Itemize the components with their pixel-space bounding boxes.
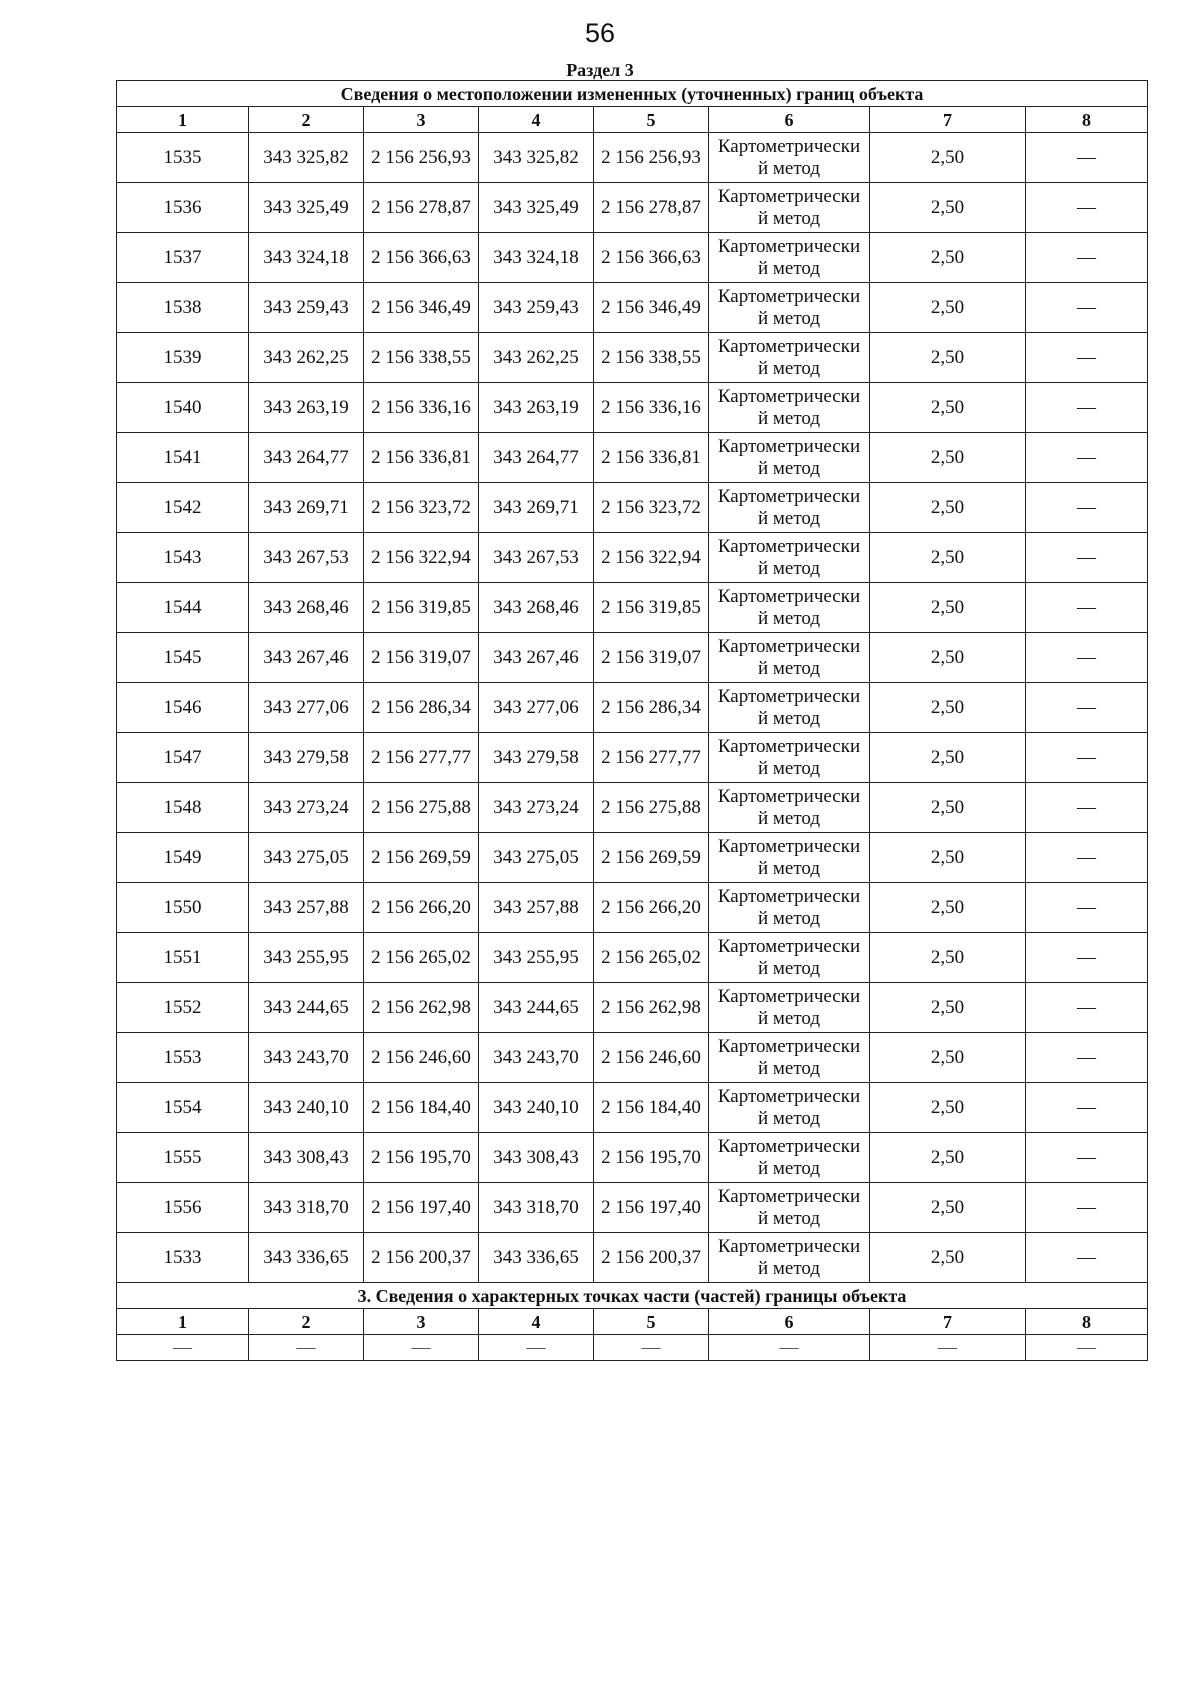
table-row (117, 183, 1148, 233)
boundary-points-table (116, 80, 1148, 1361)
method-line-1: Картометрически (717, 885, 861, 907)
table-row (117, 383, 1148, 433)
method-line-2: й метод (757, 507, 821, 529)
coord-x-refined: 343 308,43 (479, 1133, 594, 1183)
method-cell (709, 733, 870, 783)
method-cell (709, 633, 870, 683)
accuracy-value: 2,50 (870, 233, 1026, 283)
method-cell (709, 983, 870, 1033)
coord-y-refined: 2 156 277,77 (594, 733, 709, 783)
method-cell (709, 933, 870, 983)
column-number: 6 (709, 107, 870, 133)
coord-y-existing: 2 156 366,63 (364, 233, 479, 283)
coord-x-existing: 343 244,65 (249, 983, 364, 1033)
description-dash: — (1026, 1083, 1148, 1133)
method-line-2: й метод (757, 707, 821, 729)
method-cell (709, 1233, 870, 1283)
table-row (117, 1183, 1148, 1233)
coord-x-refined: 343 325,82 (479, 133, 594, 183)
method-cell (709, 1083, 870, 1133)
coord-x-refined: 343 318,70 (479, 1183, 594, 1233)
method-line-2: й метод (757, 307, 821, 329)
method-line-1: Картометрически (717, 1135, 861, 1157)
method-line-1: Картометрически (717, 135, 861, 157)
accuracy-value: 2,50 (870, 1033, 1026, 1083)
column-number: 1 (117, 1309, 249, 1335)
description-dash: — (1026, 133, 1148, 183)
table-row (117, 1133, 1148, 1183)
point-number: 1543 (117, 533, 249, 583)
coord-y-refined: 2 156 256,93 (594, 133, 709, 183)
method-line-2: й метод (757, 157, 821, 179)
method-line-1: Картометрически (717, 735, 861, 757)
table-row (117, 783, 1148, 833)
accuracy-value: 2,50 (870, 1133, 1026, 1183)
table-row (117, 733, 1148, 783)
table-row (117, 533, 1148, 583)
point-number: 1556 (117, 1183, 249, 1233)
table-row (117, 1033, 1148, 1083)
coord-y-existing: 2 156 277,77 (364, 733, 479, 783)
accuracy-value: 2,50 (870, 383, 1026, 433)
accuracy-value: 2,50 (870, 783, 1026, 833)
description-dash: — (1026, 233, 1148, 283)
method-line-2: й метод (757, 1007, 821, 1029)
coord-y-refined: 2 156 197,40 (594, 1183, 709, 1233)
table-row (117, 1083, 1148, 1133)
coord-x-refined: 343 264,77 (479, 433, 594, 483)
coord-y-existing: 2 156 346,49 (364, 283, 479, 333)
accuracy-value: 2,50 (870, 683, 1026, 733)
method-cell (709, 1133, 870, 1183)
method-line-1: Картометрически (717, 1235, 861, 1257)
table-row (117, 333, 1148, 383)
coord-x-refined: 343 336,65 (479, 1233, 594, 1283)
coord-x-refined: 343 267,53 (479, 533, 594, 583)
method-cell (709, 283, 870, 333)
coord-x-refined: 343 268,46 (479, 583, 594, 633)
subsection-empty-row (117, 1335, 1148, 1361)
coord-x-existing: 343 325,49 (249, 183, 364, 233)
method-cell (709, 883, 870, 933)
method-line-1: Картометрически (717, 285, 861, 307)
method-line-1: Картометрически (717, 485, 861, 507)
coord-y-existing: 2 156 195,70 (364, 1133, 479, 1183)
column-number: 8 (1026, 1309, 1148, 1335)
table-caption: Сведения о местоположении измененных (уточненных) границ объекта (117, 81, 1148, 107)
method-line-1: Картометрически (717, 585, 861, 607)
section-title: Раздел 3 (566, 60, 634, 80)
coord-x-refined: 343 262,25 (479, 333, 594, 383)
column-number: 7 (870, 1309, 1026, 1335)
coord-y-existing: 2 156 319,85 (364, 583, 479, 633)
accuracy-value: 2,50 (870, 883, 1026, 933)
method-line-2: й метод (757, 657, 821, 679)
coord-x-refined: 343 259,43 (479, 283, 594, 333)
method-cell (709, 783, 870, 833)
empty-cell: — (870, 1335, 1026, 1361)
coord-x-existing: 343 336,65 (249, 1233, 364, 1283)
column-number: 2 (249, 107, 364, 133)
coord-x-refined: 343 269,71 (479, 483, 594, 533)
method-cell (709, 433, 870, 483)
accuracy-value: 2,50 (870, 833, 1026, 883)
coord-y-existing: 2 156 266,20 (364, 883, 479, 933)
method-line-1: Картометрически (717, 385, 861, 407)
coord-y-existing: 2 156 286,34 (364, 683, 479, 733)
description-dash: — (1026, 833, 1148, 883)
coord-x-existing: 343 269,71 (249, 483, 364, 533)
coord-y-existing: 2 156 184,40 (364, 1083, 479, 1133)
point-number: 1542 (117, 483, 249, 533)
table-row (117, 283, 1148, 333)
method-cell (709, 333, 870, 383)
empty-cell: — (117, 1335, 249, 1361)
coord-y-existing: 2 156 338,55 (364, 333, 479, 383)
coord-x-refined: 343 240,10 (479, 1083, 594, 1133)
coord-y-refined: 2 156 366,63 (594, 233, 709, 283)
method-cell (709, 233, 870, 283)
method-line-2: й метод (757, 1257, 821, 1279)
point-number: 1545 (117, 633, 249, 683)
coord-x-existing: 343 275,05 (249, 833, 364, 883)
accuracy-value: 2,50 (870, 633, 1026, 683)
coord-y-refined: 2 156 319,07 (594, 633, 709, 683)
method-line-2: й метод (757, 207, 821, 229)
point-number: 1540 (117, 383, 249, 433)
description-dash: — (1026, 733, 1148, 783)
accuracy-value: 2,50 (870, 533, 1026, 583)
column-number: 7 (870, 107, 1026, 133)
page-number: 56 (584, 18, 616, 48)
coord-y-existing: 2 156 278,87 (364, 183, 479, 233)
subsection-column-number-row (117, 1309, 1148, 1335)
coord-x-refined: 343 325,49 (479, 183, 594, 233)
accuracy-value: 2,50 (870, 933, 1026, 983)
coord-y-existing: 2 156 262,98 (364, 983, 479, 1033)
accuracy-value: 2,50 (870, 483, 1026, 533)
description-dash: — (1026, 883, 1148, 933)
column-number: 4 (479, 107, 594, 133)
method-line-2: й метод (757, 907, 821, 929)
coord-y-refined: 2 156 346,49 (594, 283, 709, 333)
coord-y-refined: 2 156 286,34 (594, 683, 709, 733)
coord-x-existing: 343 267,46 (249, 633, 364, 683)
table-caption-row (117, 81, 1148, 107)
point-number: 1549 (117, 833, 249, 883)
subsection-caption-row (117, 1283, 1148, 1309)
method-cell (709, 833, 870, 883)
point-number: 1548 (117, 783, 249, 833)
coord-y-refined: 2 156 266,20 (594, 883, 709, 933)
coord-x-existing: 343 259,43 (249, 283, 364, 333)
coord-x-existing: 343 255,95 (249, 933, 364, 983)
method-cell (709, 383, 870, 433)
method-cell (709, 1033, 870, 1083)
accuracy-value: 2,50 (870, 733, 1026, 783)
coord-x-refined: 343 275,05 (479, 833, 594, 883)
coord-x-refined: 343 244,65 (479, 983, 594, 1033)
coord-y-existing: 2 156 200,37 (364, 1233, 479, 1283)
method-cell (709, 483, 870, 533)
method-line-1: Картометрически (717, 935, 861, 957)
method-line-2: й метод (757, 857, 821, 879)
method-line-2: й метод (757, 407, 821, 429)
method-cell (709, 583, 870, 633)
coord-x-refined: 343 263,19 (479, 383, 594, 433)
coord-x-existing: 343 257,88 (249, 883, 364, 933)
subsection-caption: 3. Сведения о характерных точках части (частей) границы объекта (117, 1283, 1148, 1309)
column-number: 8 (1026, 107, 1148, 133)
coord-x-existing: 343 324,18 (249, 233, 364, 283)
description-dash: — (1026, 283, 1148, 333)
table-row (117, 583, 1148, 633)
empty-cell: — (1026, 1335, 1148, 1361)
coord-y-refined: 2 156 246,60 (594, 1033, 709, 1083)
method-line-1: Картометрически (717, 785, 861, 807)
description-dash: — (1026, 183, 1148, 233)
accuracy-value: 2,50 (870, 1083, 1026, 1133)
method-line-2: й метод (757, 957, 821, 979)
method-line-2: й метод (757, 1157, 821, 1179)
point-number: 1550 (117, 883, 249, 933)
method-cell (709, 1183, 870, 1233)
column-number-row (117, 107, 1148, 133)
coord-y-refined: 2 156 322,94 (594, 533, 709, 583)
coord-x-existing: 343 263,19 (249, 383, 364, 433)
method-line-1: Картометрически (717, 235, 861, 257)
coord-y-existing: 2 156 336,81 (364, 433, 479, 483)
coord-y-existing: 2 156 322,94 (364, 533, 479, 583)
method-line-2: й метод (757, 257, 821, 279)
coord-y-refined: 2 156 269,59 (594, 833, 709, 883)
coord-x-existing: 343 277,06 (249, 683, 364, 733)
table-row (117, 433, 1148, 483)
coord-y-refined: 2 156 275,88 (594, 783, 709, 833)
table-row (117, 683, 1148, 733)
coord-x-existing: 343 318,70 (249, 1183, 364, 1233)
coord-y-existing: 2 156 246,60 (364, 1033, 479, 1083)
point-number: 1533 (117, 1233, 249, 1283)
accuracy-value: 2,50 (870, 183, 1026, 233)
empty-cell: — (709, 1335, 870, 1361)
method-line-2: й метод (757, 757, 821, 779)
coord-x-existing: 343 240,10 (249, 1083, 364, 1133)
point-number: 1552 (117, 983, 249, 1033)
coord-x-existing: 343 262,25 (249, 333, 364, 383)
description-dash: — (1026, 633, 1148, 683)
column-number: 2 (249, 1309, 364, 1335)
empty-cell: — (479, 1335, 594, 1361)
empty-cell: — (594, 1335, 709, 1361)
point-number: 1539 (117, 333, 249, 383)
description-dash: — (1026, 483, 1148, 533)
coord-y-refined: 2 156 184,40 (594, 1083, 709, 1133)
description-dash: — (1026, 783, 1148, 833)
point-number: 1536 (117, 183, 249, 233)
accuracy-value: 2,50 (870, 583, 1026, 633)
coord-x-refined: 343 255,95 (479, 933, 594, 983)
table-row (117, 483, 1148, 533)
table-row (117, 833, 1148, 883)
table-row (117, 133, 1148, 183)
coord-x-existing: 343 243,70 (249, 1033, 364, 1083)
method-line-1: Картометрически (717, 1085, 861, 1107)
accuracy-value: 2,50 (870, 333, 1026, 383)
description-dash: — (1026, 433, 1148, 483)
column-number: 4 (479, 1309, 594, 1335)
coord-y-existing: 2 156 265,02 (364, 933, 479, 983)
method-cell (709, 533, 870, 583)
coord-x-existing: 343 273,24 (249, 783, 364, 833)
method-cell (709, 683, 870, 733)
point-number: 1537 (117, 233, 249, 283)
description-dash: — (1026, 383, 1148, 433)
accuracy-value: 2,50 (870, 433, 1026, 483)
coord-y-refined: 2 156 336,81 (594, 433, 709, 483)
method-line-1: Картометрически (717, 1035, 861, 1057)
coord-y-existing: 2 156 197,40 (364, 1183, 479, 1233)
method-line-2: й метод (757, 607, 821, 629)
coord-y-refined: 2 156 323,72 (594, 483, 709, 533)
column-number: 6 (709, 1309, 870, 1335)
coord-y-refined: 2 156 338,55 (594, 333, 709, 383)
coord-y-existing: 2 156 323,72 (364, 483, 479, 533)
coord-x-existing: 343 264,77 (249, 433, 364, 483)
coord-x-existing: 343 268,46 (249, 583, 364, 633)
column-number: 5 (594, 107, 709, 133)
column-number: 3 (364, 1309, 479, 1335)
description-dash: — (1026, 683, 1148, 733)
method-line-1: Картометрически (717, 435, 861, 457)
table-row (117, 633, 1148, 683)
table-row (117, 1233, 1148, 1283)
coord-y-refined: 2 156 278,87 (594, 183, 709, 233)
description-dash: — (1026, 333, 1148, 383)
coord-x-existing: 343 279,58 (249, 733, 364, 783)
coord-x-refined: 343 267,46 (479, 633, 594, 683)
coord-y-refined: 2 156 200,37 (594, 1233, 709, 1283)
coord-y-existing: 2 156 336,16 (364, 383, 479, 433)
coord-y-refined: 2 156 319,85 (594, 583, 709, 633)
table-row (117, 983, 1148, 1033)
method-line-1: Картометрически (717, 985, 861, 1007)
coord-x-refined: 343 279,58 (479, 733, 594, 783)
point-number: 1538 (117, 283, 249, 333)
point-number: 1551 (117, 933, 249, 983)
coord-y-existing: 2 156 256,93 (364, 133, 479, 183)
accuracy-value: 2,50 (870, 1233, 1026, 1283)
method-line-2: й метод (757, 557, 821, 579)
point-number: 1535 (117, 133, 249, 183)
method-line-1: Картометрически (717, 835, 861, 857)
method-line-1: Картометрически (717, 1185, 861, 1207)
coord-x-existing: 343 267,53 (249, 533, 364, 583)
coord-y-refined: 2 156 265,02 (594, 933, 709, 983)
method-line-1: Картометрически (717, 635, 861, 657)
point-number: 1554 (117, 1083, 249, 1133)
point-number: 1553 (117, 1033, 249, 1083)
description-dash: — (1026, 533, 1148, 583)
method-line-2: й метод (757, 1207, 821, 1229)
point-number: 1541 (117, 433, 249, 483)
point-number: 1546 (117, 683, 249, 733)
method-line-2: й метод (757, 457, 821, 479)
description-dash: — (1026, 1233, 1148, 1283)
method-line-2: й метод (757, 807, 821, 829)
coord-x-existing: 343 308,43 (249, 1133, 364, 1183)
table-row (117, 233, 1148, 283)
description-dash: — (1026, 1183, 1148, 1233)
description-dash: — (1026, 583, 1148, 633)
column-number: 1 (117, 107, 249, 133)
coord-y-refined: 2 156 195,70 (594, 1133, 709, 1183)
method-line-1: Картометрически (717, 335, 861, 357)
method-cell (709, 133, 870, 183)
table-body (117, 81, 1148, 1361)
method-line-2: й метод (757, 1057, 821, 1079)
description-dash: — (1026, 933, 1148, 983)
coord-x-refined: 343 257,88 (479, 883, 594, 933)
method-line-1: Картометрически (717, 685, 861, 707)
point-number: 1555 (117, 1133, 249, 1183)
table-row (117, 933, 1148, 983)
empty-cell: — (364, 1335, 479, 1361)
accuracy-value: 2,50 (870, 983, 1026, 1033)
coord-y-existing: 2 156 269,59 (364, 833, 479, 883)
coord-y-refined: 2 156 336,16 (594, 383, 709, 433)
method-cell (709, 183, 870, 233)
coord-x-refined: 343 243,70 (479, 1033, 594, 1083)
method-line-1: Картометрически (717, 535, 861, 557)
coord-x-refined: 343 273,24 (479, 783, 594, 833)
method-line-1: Картометрически (717, 185, 861, 207)
method-line-2: й метод (757, 1107, 821, 1129)
point-number: 1547 (117, 733, 249, 783)
method-line-2: й метод (757, 357, 821, 379)
coord-x-refined: 343 277,06 (479, 683, 594, 733)
point-number: 1544 (117, 583, 249, 633)
description-dash: — (1026, 983, 1148, 1033)
accuracy-value: 2,50 (870, 133, 1026, 183)
table-row (117, 883, 1148, 933)
column-number: 5 (594, 1309, 709, 1335)
accuracy-value: 2,50 (870, 283, 1026, 333)
coord-y-existing: 2 156 275,88 (364, 783, 479, 833)
coord-x-existing: 343 325,82 (249, 133, 364, 183)
column-number: 3 (364, 107, 479, 133)
description-dash: — (1026, 1033, 1148, 1083)
empty-cell: — (249, 1335, 364, 1361)
coord-x-refined: 343 324,18 (479, 233, 594, 283)
accuracy-value: 2,50 (870, 1183, 1026, 1233)
coord-y-refined: 2 156 262,98 (594, 983, 709, 1033)
description-dash: — (1026, 1133, 1148, 1183)
coord-y-existing: 2 156 319,07 (364, 633, 479, 683)
